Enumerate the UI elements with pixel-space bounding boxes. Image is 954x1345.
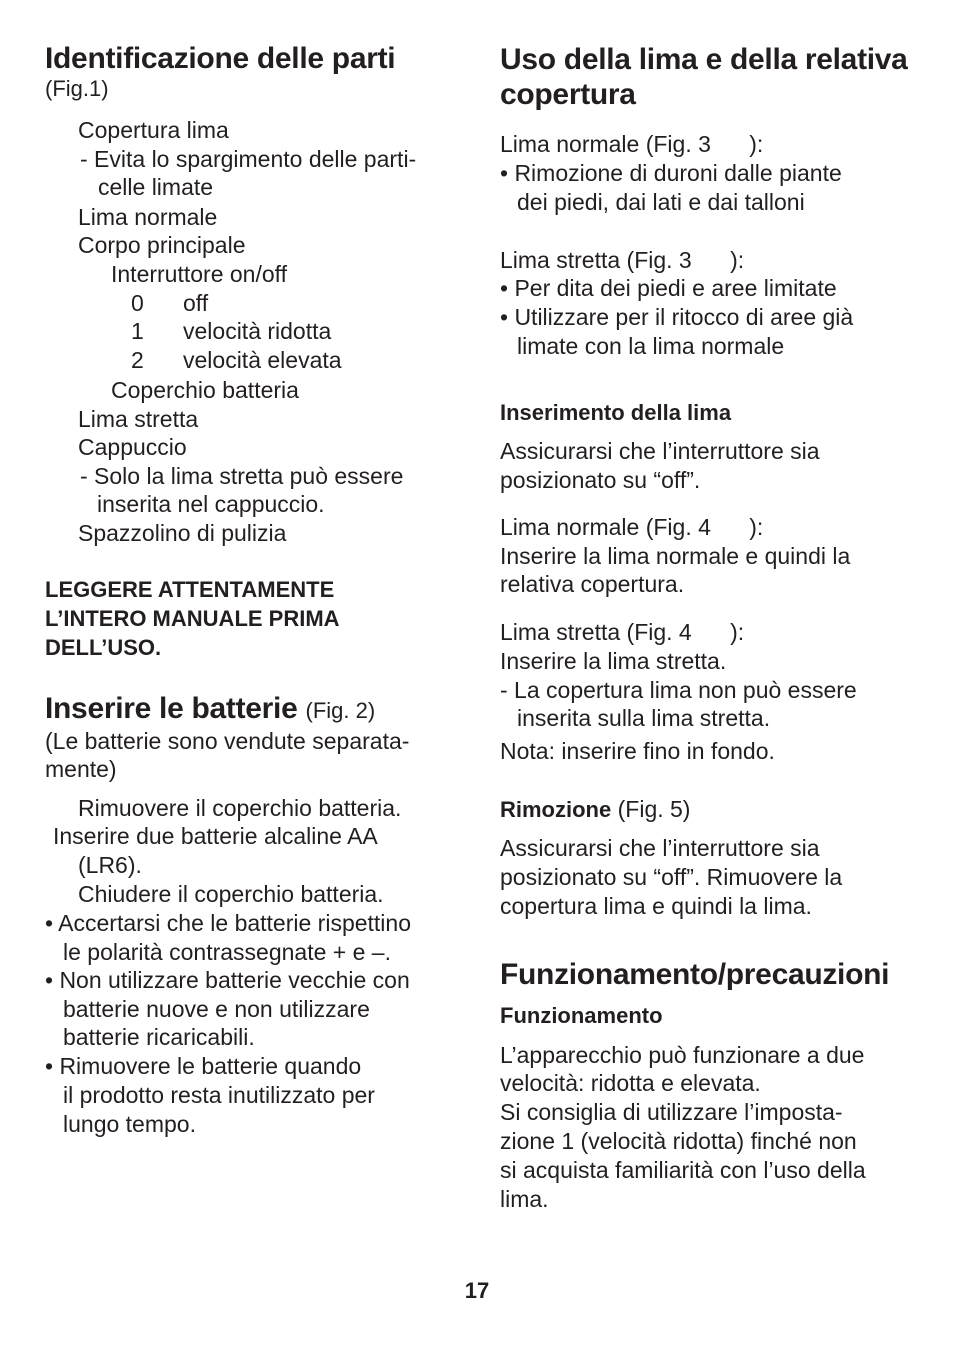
normal-file-heading: Lima normale (Fig. 3 ): [500, 131, 764, 157]
function-text: lima. [500, 1186, 549, 1212]
part-coperchio-batteria: Coperchio batteria [111, 377, 299, 403]
insert-narrow-text: - La copertura lima non può essere [500, 677, 857, 703]
battery-step: (LR6). [78, 852, 142, 878]
ident-title: Identificazione delle parti [45, 42, 396, 75]
insert-narrow-heading: Lima stretta (Fig. 4 ): [500, 619, 745, 645]
insert-normal-text: Inserire la lima normale e quindi la [500, 543, 851, 569]
part-lima-stretta: Lima stretta [78, 406, 199, 432]
normal-file-bullet: • Rimozione di duroni dalle piante [500, 160, 842, 186]
battery-bullet: lungo tempo. [63, 1111, 196, 1137]
switch-position-label: off [183, 290, 209, 316]
ident-fig: (Fig.1) [45, 76, 109, 101]
warning-line: DELL’USO. [45, 635, 162, 660]
battery-bullet: le polarità contrassegnate + e –. [63, 939, 391, 965]
battery-bullet: • Accertarsi che le batterie rispettino [45, 910, 412, 936]
removal-title: Rimozione (Fig. 5) [500, 796, 691, 822]
removal-text: Assicurarsi che l’interruttore sia [500, 835, 820, 861]
use-title: copertura [500, 78, 636, 111]
battery-bullet: • Rimuovere le batterie quando [45, 1053, 362, 1079]
part-cappuccio: Cappuccio [78, 434, 187, 460]
insert-narrow-text: Inserire la lima stretta. [500, 648, 727, 674]
insert-normal-heading: Lima normale (Fig. 4 ): [500, 514, 764, 540]
switch-position-number: 0 [131, 290, 144, 316]
battery-bullet: il prodotto resta inutilizzato per [63, 1082, 375, 1108]
part-copertura-lima: Copertura lima [78, 117, 229, 143]
insert-paragraph: posizionato su “off”. [500, 467, 701, 493]
function-subtitle: Funzionamento [500, 1003, 663, 1028]
batteries-note: mente) [45, 756, 117, 782]
part-note: - Solo la lima stretta può essere [80, 463, 404, 489]
narrow-file-heading: Lima stretta (Fig. 3 ): [500, 247, 745, 273]
battery-step: Rimuovere il coperchio batteria. [78, 795, 402, 821]
part-lima-normale: Lima normale [78, 204, 218, 230]
narrow-file-bullet: • Utilizzare per il ritocco di aree già [500, 304, 854, 330]
warning-line: LEGGERE ATTENTAMENTE [45, 577, 335, 602]
switch-position-number: 2 [131, 347, 144, 373]
insert-note: Nota: inserire fino in fondo. [500, 738, 775, 764]
function-text: L’apparecchio può funzionare a due [500, 1042, 865, 1068]
battery-bullet: batterie ricaricabili. [63, 1024, 255, 1050]
insert-title: Inserimento della lima [500, 400, 732, 425]
narrow-file-bullet: limate con la lima normale [517, 333, 785, 359]
removal-text: posizionato su “off”. Rimuovere la [500, 864, 843, 890]
switch-position-label: velocità ridotta [183, 318, 332, 344]
part-spazzolino: Spazzolino di pulizia [78, 520, 287, 546]
narrow-file-bullet: • Per dita dei piedi e aree limitate [500, 275, 837, 301]
warning-line: L’INTERO MANUALE PRIMA [45, 606, 340, 631]
battery-step: Chiudere il coperchio batteria. [78, 881, 384, 907]
function-text: Si consiglia di utilizzare l’imposta- [500, 1099, 843, 1125]
part-note: celle limate [98, 174, 214, 200]
batteries-note: (Le batterie sono vendute separata- [45, 728, 410, 754]
normal-file-bullet: dei piedi, dai lati e dai talloni [517, 189, 805, 215]
battery-bullet: • Non utilizzare batterie vecchie con [45, 967, 410, 993]
use-title: Uso della lima e della relativa [500, 43, 908, 76]
insert-paragraph: Assicurarsi che l’interruttore sia [500, 438, 820, 464]
function-text: zione 1 (velocità ridotta) finché non [500, 1128, 857, 1154]
batteries-fig: (Fig. 2) [305, 698, 376, 723]
part-interruttore: Interruttore on/off [111, 261, 288, 287]
part-note: inserita nel cappuccio. [97, 491, 325, 517]
part-corpo-principale: Corpo principale [78, 232, 246, 258]
function-title: Funzionamento/precauzioni [500, 958, 890, 991]
battery-step: Inserire due batterie alcaline AA [53, 823, 378, 849]
switch-position-number: 1 [131, 318, 144, 344]
battery-bullet: batterie nuove e non utilizzare [63, 996, 370, 1022]
function-text: velocità: ridotta e elevata. [500, 1070, 761, 1096]
function-text: si acquista familiarità con l’uso della [500, 1157, 866, 1183]
page-number: 17 [464, 1278, 490, 1303]
removal-fig: (Fig. 5) [617, 796, 691, 822]
removal-text: copertura lima e quindi la lima. [500, 893, 812, 919]
insert-normal-text: relativa copertura. [500, 571, 685, 597]
switch-position-label: velocità elevata [183, 347, 342, 373]
batteries-title: Inserire le batterie (Fig. 2) [45, 692, 376, 725]
part-note: - Evita lo spargimento delle parti- [80, 146, 417, 172]
insert-narrow-text: inserita sulla lima stretta. [517, 705, 771, 731]
